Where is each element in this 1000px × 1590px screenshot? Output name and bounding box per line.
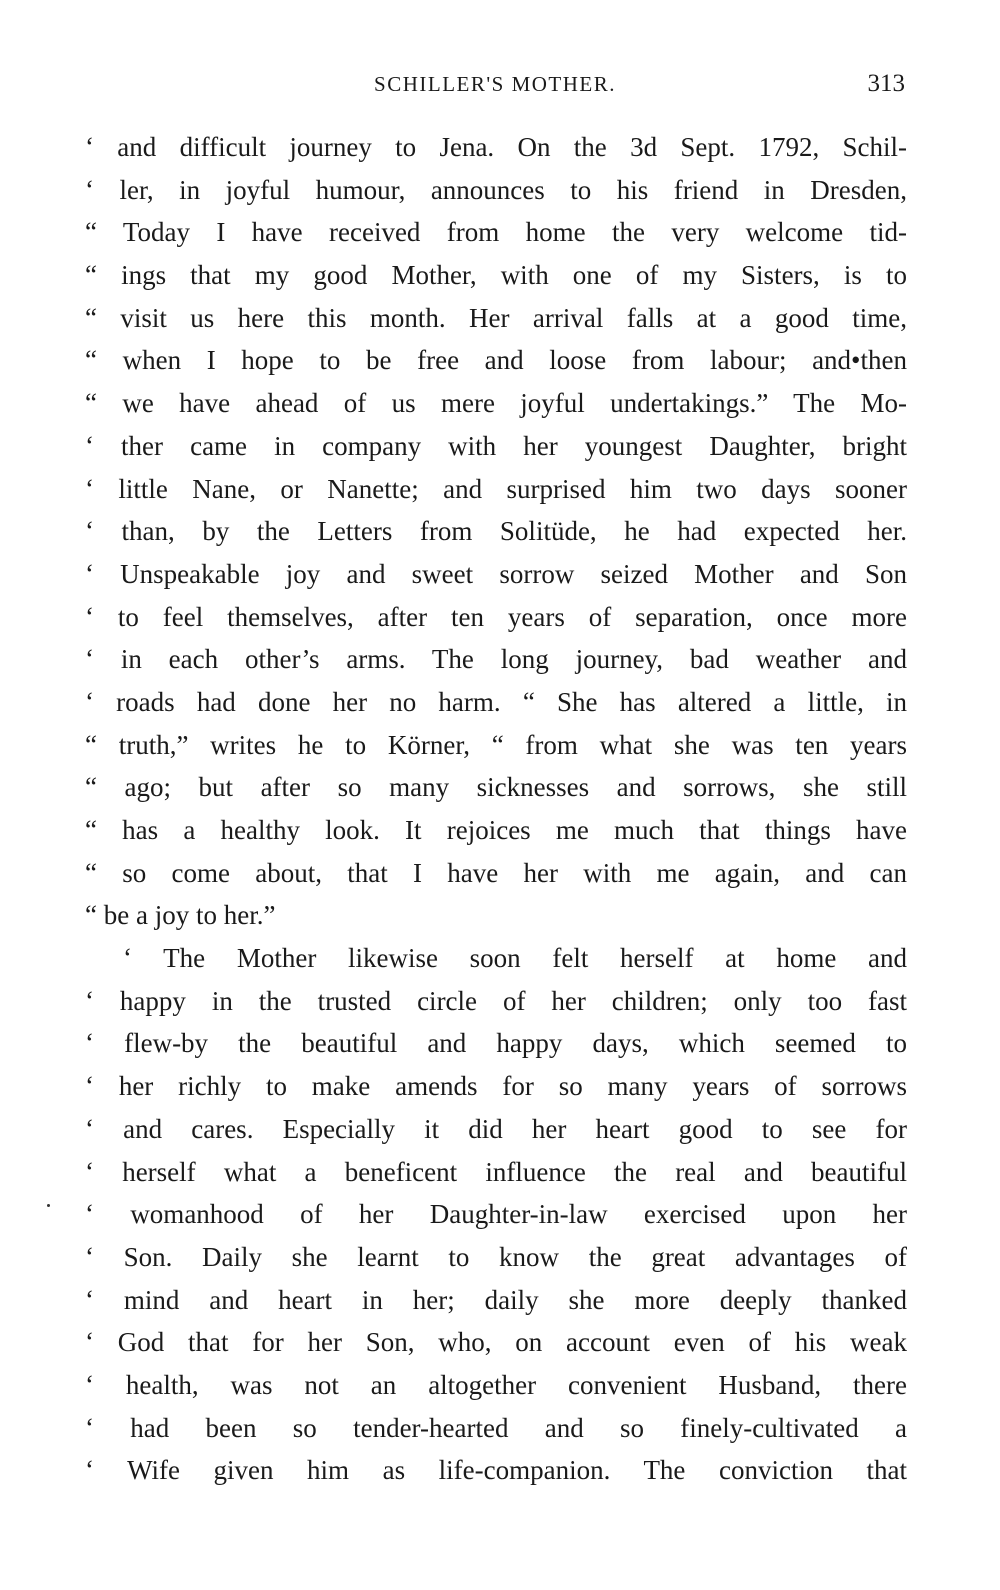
text-line: ‘ her richly to make amends for so many years of sorrows xyxy=(85,1071,907,1102)
text-line: ‘ Unspeakable joy and sweet sorrow seized Mother and Son xyxy=(85,558,907,589)
text-line: “ Today I have received from home the very welcome tid- xyxy=(85,217,907,248)
text-line: ‘ roads had done her no harm. “ She has altered a little, in xyxy=(85,686,907,717)
text-line: ‘ Wife given him as life-companion. The conviction that xyxy=(85,1455,907,1486)
text-line: ‘ flew-by the beautiful and happy days, which seemed to xyxy=(85,1028,907,1059)
text-line: ‘ had been so tender-hearted and so finely-cultivated a xyxy=(85,1412,907,1443)
page-header xyxy=(85,72,905,106)
text-line: ‘ God that for her Son, who, on account even of his weak xyxy=(85,1327,907,1358)
text-line: ‘ Son. Daily she learnt to know the great advantages of xyxy=(85,1241,907,1272)
text-line: ‘ health, was not an altogether convenient Husband, there xyxy=(85,1369,907,1400)
text-line: ‘ to feel themselves, after ten years of separation, once more xyxy=(85,601,907,632)
text-line: ‘ in each other’s arms. The long journey, bad weather and xyxy=(85,644,907,675)
text-line: “ when I hope to be free and loose from labour; and•then xyxy=(85,345,907,376)
text-line: “ we have ahead of us mere joyful undertakings.” The Mo- xyxy=(85,388,907,419)
text-line: ‘ mind and heart in her; daily she more deeply thanked xyxy=(85,1284,907,1315)
text-line: ‘ happy in the trusted circle of her children; only too fast xyxy=(85,985,907,1016)
text-line: ‘ womanhood of her Daughter-in-law exercised upon her xyxy=(85,1199,907,1230)
text-line: “ ings that my good Mother, with one of my Sisters, is to xyxy=(85,260,907,291)
text-line: ‘ ther came in company with her youngest Daughter, bright xyxy=(85,430,907,461)
page-number: 313 xyxy=(867,70,905,97)
text-line: ‘ and difficult journey to Jena. On the 3d Sept. 1792, Schil- xyxy=(85,132,907,162)
text-line: “ be a joy to her.” xyxy=(85,900,276,931)
text-line: “ ago; but after so many sicknesses and sorrows, she still xyxy=(85,772,907,803)
text-line: “ so come about, that I have her with me again, and can xyxy=(85,857,907,888)
paragraph-start-line: ‘ The Mother likewise soon felt herself at home and xyxy=(123,943,907,974)
text-line: “ has a healthy look. It rejoices me much that things have xyxy=(85,815,907,845)
text-line: ‘ than, by the Letters from Solitüde, he had expected her. xyxy=(85,516,907,547)
text-line: ‘ herself what a beneficent influence the real and beautiful xyxy=(85,1156,907,1187)
stray-ink-dot xyxy=(47,1204,50,1207)
text-line: ‘ and cares. Especially it did her heart good to see for xyxy=(85,1113,907,1144)
text-line: ‘ little Nane, or Nanette; and surprised him two days sooner xyxy=(85,473,907,504)
text-line: “ visit us here this month. Her arrival falls at a good time, xyxy=(85,302,907,333)
text-line: ‘ ler, in joyful humour, announces to his friend in Dresden, xyxy=(85,174,907,205)
running-title: SCHILLER'S MOTHER. xyxy=(374,72,616,96)
text-line: “ truth,” writes he to Körner, “ from what she was ten years xyxy=(85,729,907,760)
body-text xyxy=(85,126,907,1492)
